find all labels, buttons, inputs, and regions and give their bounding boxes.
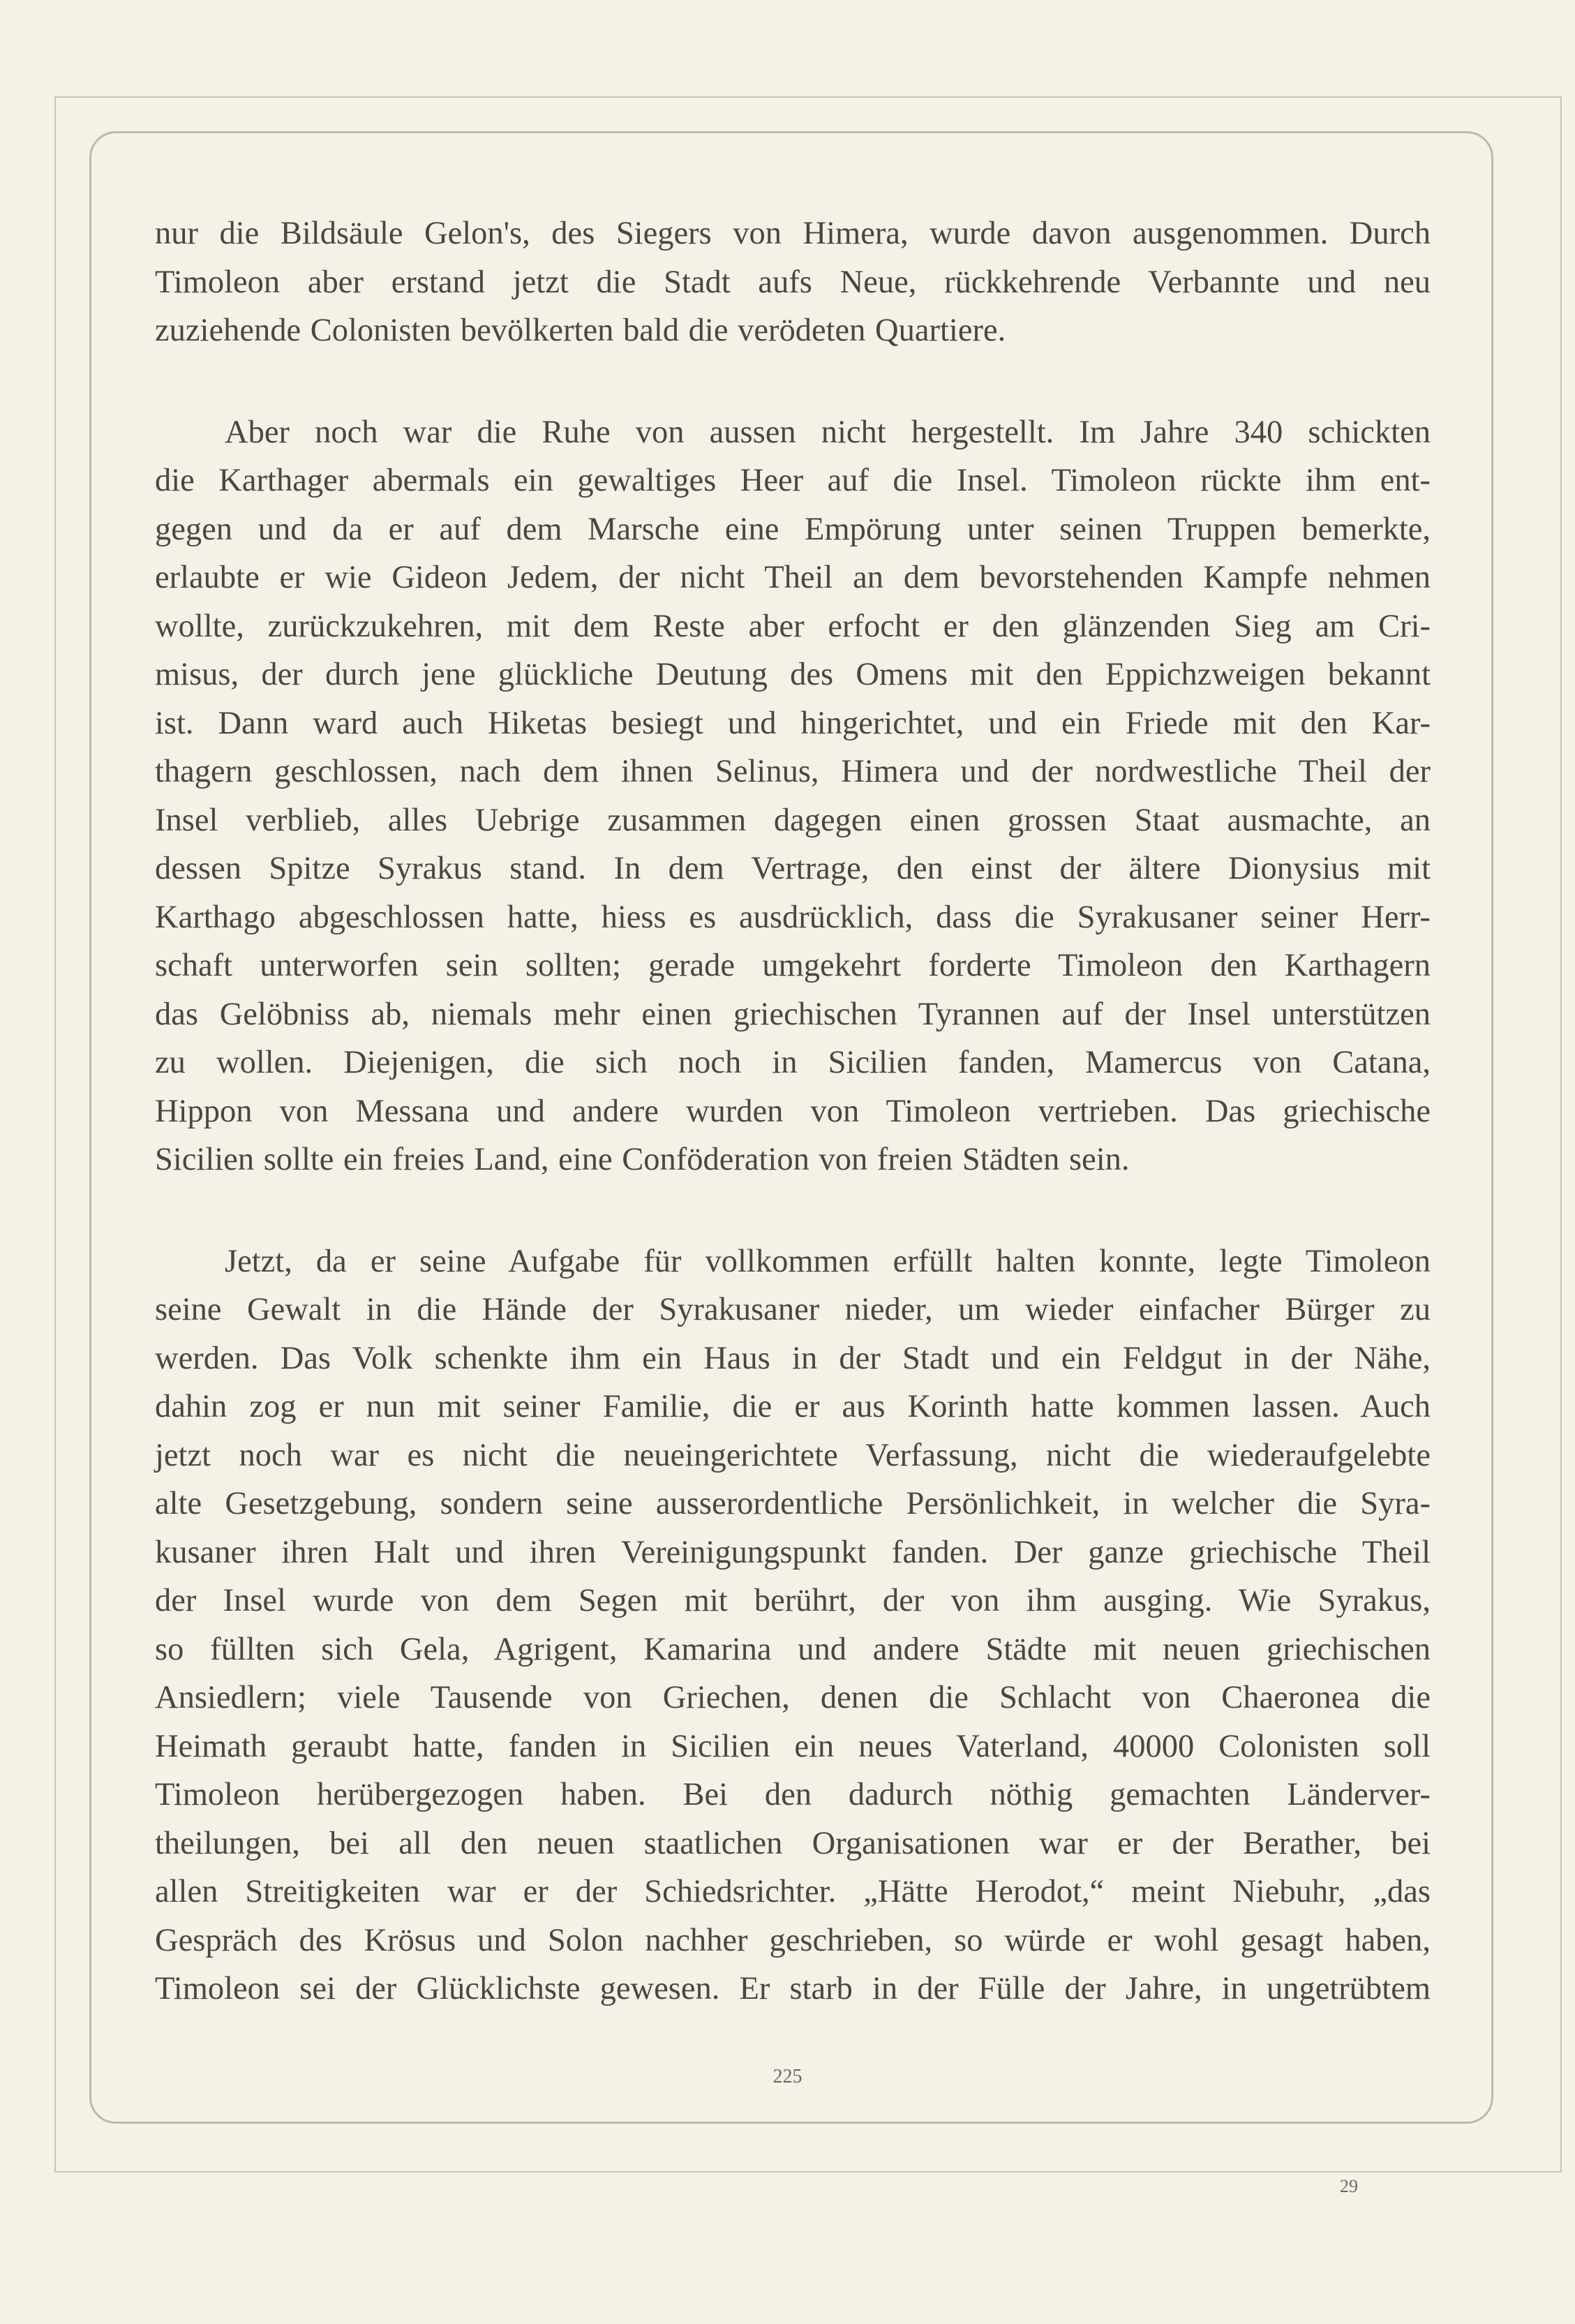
text-line: zuziehende Colonisten bevölkerten bald die verödeten Quartiere. [155, 313, 1006, 348]
text-line: erlaubte er wie Gideon Jedem, der nicht Theil an dem bevorstehenden Kampfe nehmen [155, 560, 1431, 595]
text-line: theilungen, bei all den neuen staatlichen Organisationen war er der Berather, bei [155, 1825, 1431, 1861]
text-line: misus, der durch jene glückliche Deutung des Omens mit den Eppichzweigen bekannt [155, 657, 1431, 692]
text-line: zu wollen. Diejenigen, die sich noch in Sicilien fanden, Mamercus von Catana, [155, 1045, 1431, 1080]
paragraph-1 [155, 209, 1431, 355]
paragraph-2 [155, 408, 1431, 1184]
text-line: nur die Bildsäule Gelon's, des Siegers von Himera, wurde davon ausgenommen. Durch [155, 216, 1431, 251]
text-line: jetzt noch war es nicht die neueingerichtete Verfassung, nicht die wiederaufgelebte [155, 1437, 1431, 1473]
text-line: Insel verblieb, alles Uebrige zusammen dagegen einen grossen Staat ausmachte, an [155, 802, 1431, 838]
text-line: so füllten sich Gela, Agrigent, Kamarina und andere Städte mit neuen griechischen [155, 1631, 1431, 1667]
text-line: Ansiedlern; viele Tausende von Griechen, denen die Schlacht von Chaeronea die [155, 1680, 1431, 1715]
text-line: Jetzt, da er seine Aufgabe für vollkommen erfüllt halten konnte, legte Timoleon [225, 1243, 1431, 1279]
text-line: wollte, zurückzukehren, mit dem Reste aber erfocht er den glänzenden Sieg am Cri- [155, 608, 1431, 644]
page-number: 225 [772, 2066, 803, 2087]
text-line: Karthago abgeschlossen hatte, hiess es ausdrücklich, dass die Syrakusaner seiner Herr- [155, 899, 1431, 935]
text-line: alte Gesetzgebung, sondern seine ausserordentliche Persönlichkeit, in welcher die Syra- [155, 1486, 1431, 1521]
sheet-number: 29 [1340, 2176, 1358, 2196]
text-line: ist. Dann ward auch Hiketas besiegt und hingerichtet, und ein Friede mit den Kar- [155, 705, 1431, 741]
text-line: allen Streitigkeiten war er der Schiedsrichter. „Hätte Herodot,“ meint Niebuhr, „das [155, 1874, 1431, 1909]
text-line: kusaner ihren Halt und ihren Vereinigungspunkt fanden. Der ganze griechische Theil [155, 1534, 1431, 1570]
text-line: dahin zog er nun mit seiner Familie, die er aus Korinth hatte kommen lassen. Auch [155, 1389, 1431, 1424]
body-text [155, 209, 1431, 2013]
text-line: thagern geschlossen, nach dem ihnen Selinus, Himera und der nordwestliche Theil der [155, 754, 1431, 789]
text-line: Timoleon herübergezogen haben. Bei den dadurch nöthig gemachten Länderver- [155, 1777, 1431, 1812]
text-line: der Insel wurde von dem Segen mit berührt, der von ihm ausging. Wie Syrakus, [155, 1583, 1431, 1618]
paragraph-3 [155, 1237, 1431, 2013]
text-line: das Gelöbniss ab, niemals mehr einen griechischen Tyrannen auf der Insel unterstützen [155, 996, 1431, 1032]
text-line: Timoleon sei der Glücklichste gewesen. Er starb in der Fülle der Jahre, in ungetrübtem [155, 1971, 1431, 2006]
text-line: werden. Das Volk schenkte ihm ein Haus in der Stadt und ein Feldgut in der Nähe, [155, 1340, 1431, 1376]
text-line: schaft unterworfen sein sollten; gerade umgekehrt forderte Timoleon den Karthagern [155, 948, 1431, 983]
text-line: die Karthager abermals ein gewaltiges Heer auf die Insel. Timoleon rückte ihm ent- [155, 463, 1431, 498]
text-line: Timoleon aber erstand jetzt die Stadt aufs Neue, rückkehrende Verbannte und neu [155, 264, 1431, 300]
text-line: Heimath geraubt hatte, fanden in Sicilien ein neues Vaterland, 40000 Colonisten soll [155, 1728, 1431, 1764]
text-line: dessen Spitze Syrakus stand. In dem Vertrage, den einst der ältere Dionysius mit [155, 851, 1431, 886]
text-line: Aber noch war die Ruhe von aussen nicht hergestellt. Im Jahre 340 schickten [225, 414, 1431, 450]
text-line: Hippon von Messana und andere wurden von Timoleon vertrieben. Das griechische [155, 1093, 1431, 1129]
text-line: Sicilien sollte ein freies Land, eine Conföderation von freien Städten sein. [155, 1142, 1130, 1177]
text-line: Gespräch des Krösus und Solon nachher geschrieben, so würde er wohl gesagt haben, [155, 1922, 1431, 1958]
text-line: gegen und da er auf dem Marsche eine Empörung unter seinen Truppen bemerkte, [155, 511, 1431, 547]
text-line: seine Gewalt in die Hände der Syrakusaner nieder, um wieder einfacher Bürger zu [155, 1292, 1431, 1327]
